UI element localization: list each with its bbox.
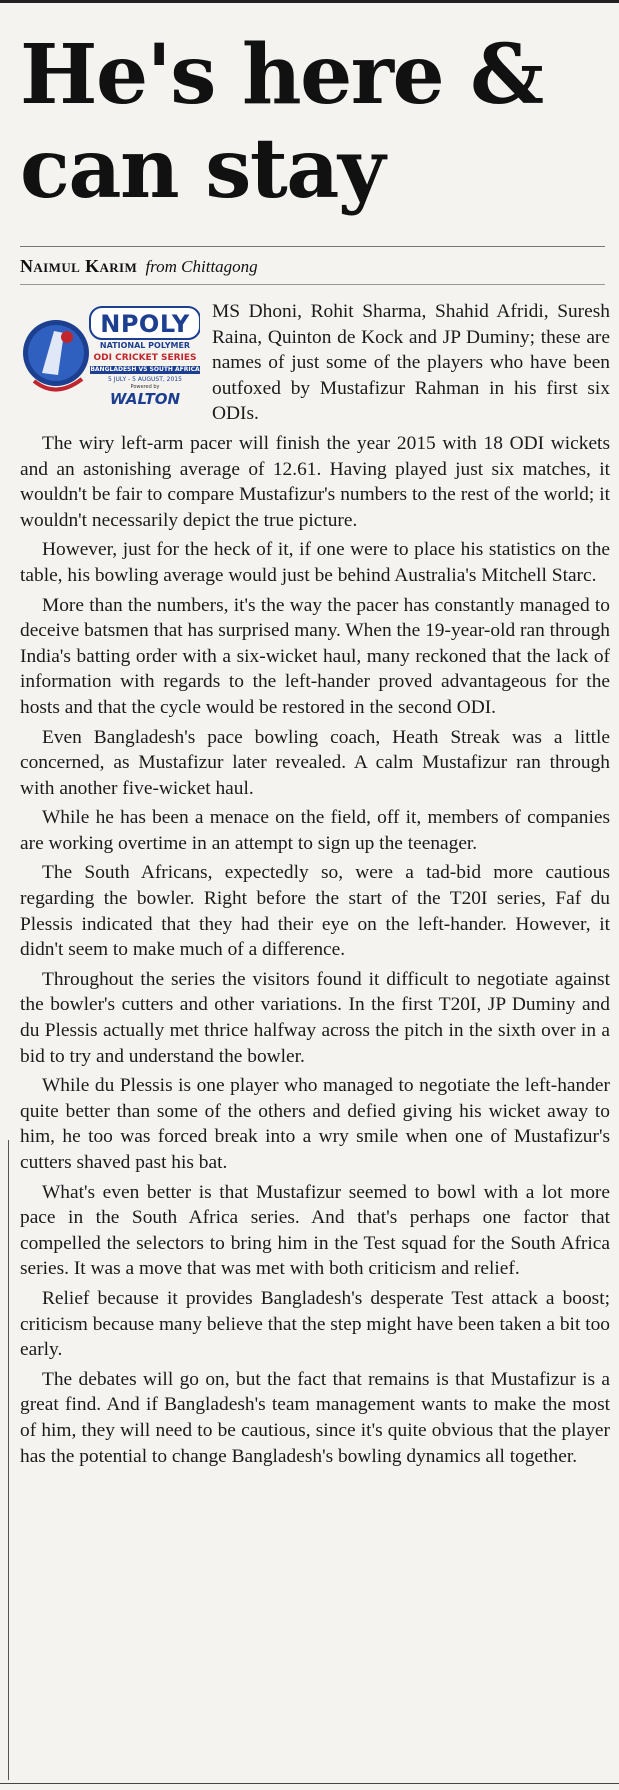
logo-title: NPOLY: [100, 310, 190, 338]
paragraph: What's even better is that Mustafizur seemed to bowl with a lot more pace in the South Africa series. And that's perhaps one factor that compelled the selectors to bring him in the Test squad for the South Africa series. It was a move that was met with both criticism and relief.: [20, 1181, 610, 1280]
logo-brand: WALTON: [109, 390, 181, 408]
logo-powered-by: Powered by: [130, 384, 160, 390]
logo-subtitle-1: NATIONAL POLYMER: [99, 341, 191, 350]
bottom-rule: [0, 1783, 619, 1784]
paragraph: Relief because it provides Bangladesh's desperate Test attack a boost; criticism because many believe that the step might have been taken a bit too early.: [20, 1287, 610, 1361]
paragraph: The wiry left-arm pacer will finish the year 2015 with 18 ODI wickets and an astonishing average of 12.61. Having played just six matches, it wouldn't be fair to compare Mustafizur's numbers to the rest of the world; it wouldn't necessarily depict the true picture.: [20, 432, 610, 531]
top-rule: [0, 0, 619, 3]
paragraph: The South Africans, expectedly so, were a tad-bid more cautious regarding the bowler. Right before the start of the T20I series, Faf du Plessis indicated that they had their eye on the left-hander. However, it didn't seem to make much of a difference.: [20, 862, 610, 961]
paragraph: More than the numbers, it's the way the pacer has constantly managed to deceive batsmen that has surprised many. When the 19-year-old ran through India's batting order with a six-wicket haul, many reckoned that the lack of information with regards to the left-hander proved advantageous for the hosts and that the cycle would be restored in the second ODI.: [20, 594, 610, 718]
paragraph: While du Plessis is one player who managed to negotiate the left-hander quite better than some of the others and defied giving his wicket away to him, he too was forced break into a wry smile when one of Mustafizur's cutters shaved past his bat.: [20, 1075, 610, 1173]
byline-divider-top: [20, 246, 605, 247]
paragraph: However, just for the heck of it, if one were to place his statistics on the table, his bowling average would just be behind Australia's Mitchell Starc.: [20, 539, 610, 586]
dateline-location: from Chittagong: [145, 257, 258, 276]
logo-subtitle-3: BANGLADESH VS SOUTH AFRICA: [90, 366, 200, 373]
article-body: [20, 299, 610, 1473]
paragraph: MS Dhoni, Rohit Sharma, Shahid Afridi, Suresh Raina, Quinton de Kock and JP Duminy; these are names of just some of the players who have been outfoxed by Mustafizur Rahman in his first six ODIs.: [212, 301, 610, 425]
author-name: Naimul Karim: [20, 256, 138, 276]
paragraph: While he has been a menace on the field, off it, members of companies are working overtime in an attempt to sign up the teenager.: [20, 807, 610, 854]
paragraph: Throughout the series the visitors found it difficult to negotiate against the bowler's cutters and other variations. In the first T20I, JP Duminy and du Plessis actually met thrice halfway across the pitch in the sixth over in a bid to try and understand the bowler.: [20, 968, 610, 1067]
series-logo: [20, 301, 200, 409]
logo-dates: 5 JULY - 5 AUGUST, 2015: [108, 376, 182, 383]
logo-subtitle-2: ODI CRICKET SERIES: [93, 353, 197, 363]
paragraph: Even Bangladesh's pace bowling coach, Heath Streak was a little concerned, as Mustafizur later revealed. A calm Mustafizur ran through with another five-wicket haul.: [20, 726, 610, 799]
paragraph: The debates will go on, but the fact that remains is that Mustafizur is a great find. And if Bangladesh's team management wants to make the most of him, they will need to be cautious, since it's quite obvious that the player has the potential to change Bangladesh's bowling dynamics all together.: [20, 1368, 610, 1467]
column-rule: [8, 1140, 9, 1780]
headline: He's here & can stay: [20, 27, 543, 217]
byline-divider-bottom: [20, 284, 605, 285]
byline: [20, 255, 258, 278]
